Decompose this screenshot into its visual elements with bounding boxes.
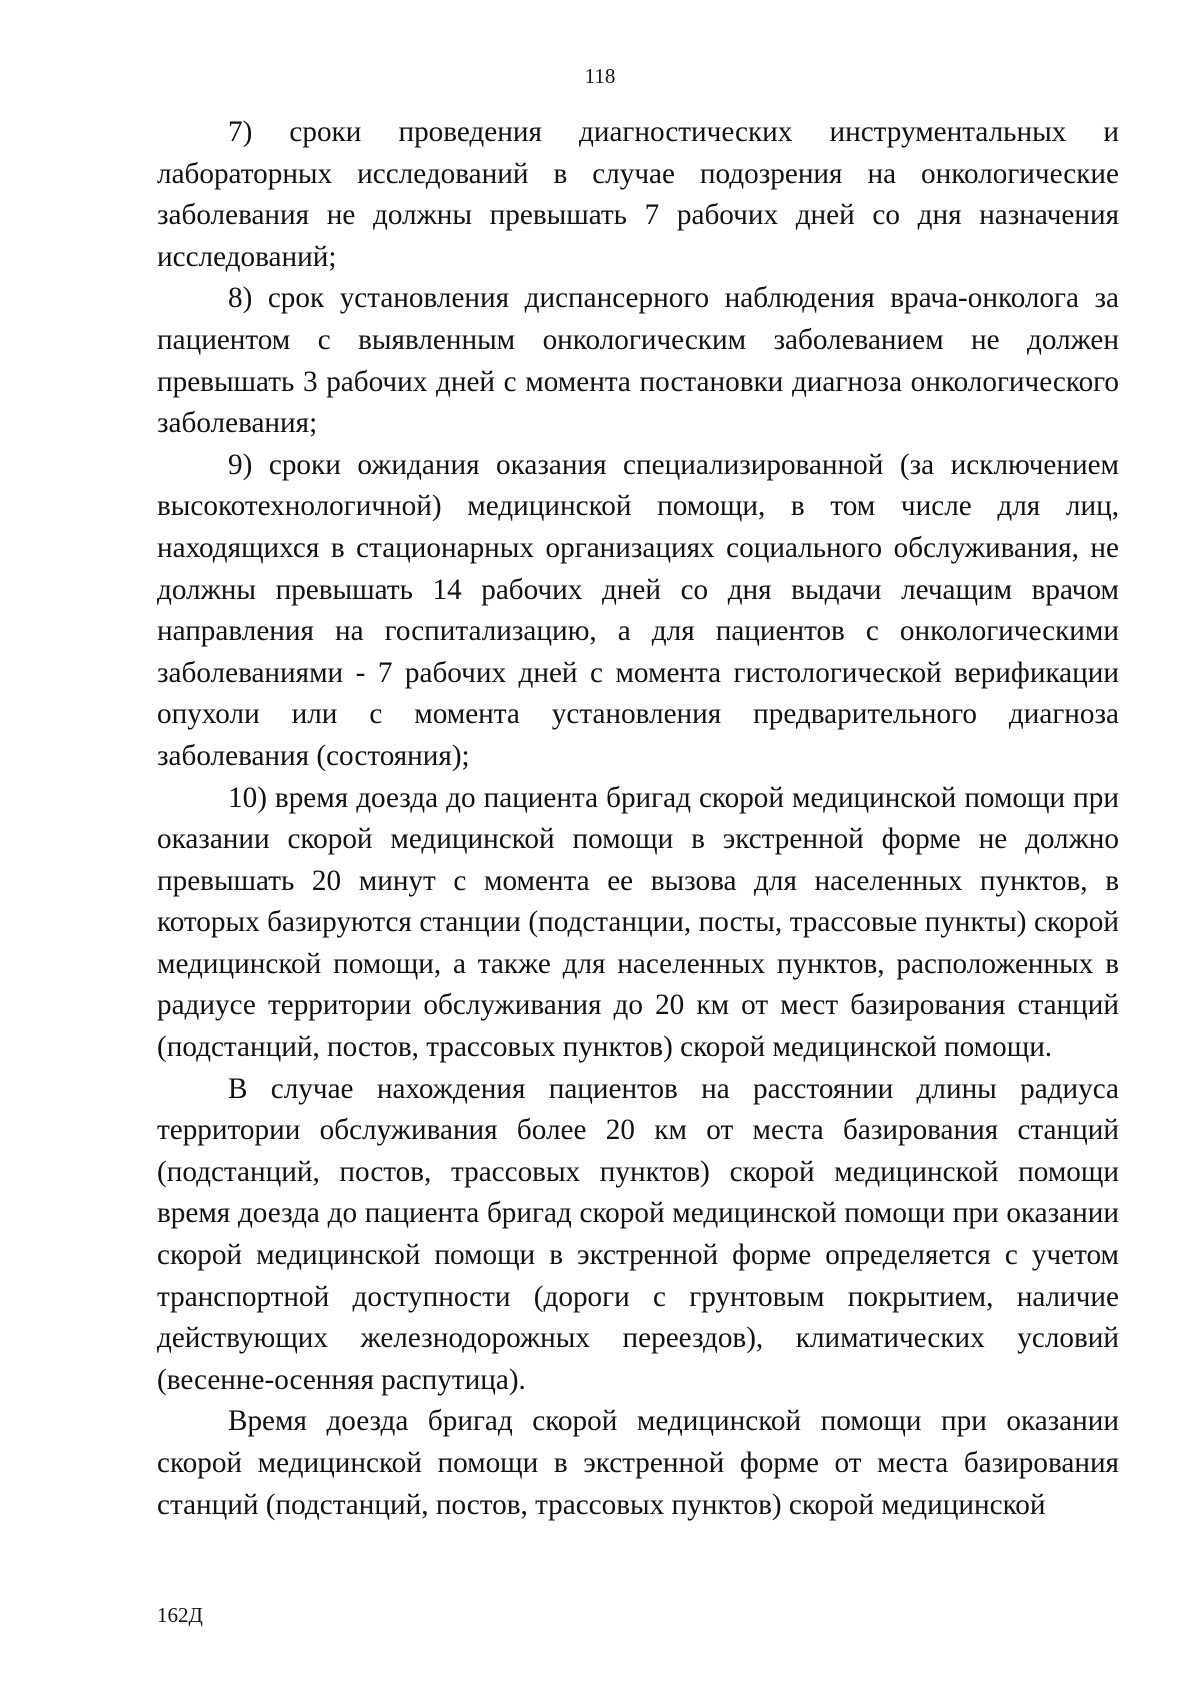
paragraph-item-8: 8) срок установления диспансерного наблюдения врача-онколога за пациентом с выявленным онкологическим заболеванием не должен превышать 3 рабочих дней с момента постановки диагноза онкологического заболевания;	[157, 282, 1119, 440]
paragraph-item-9: 9) сроки ожидания оказания специализированной (за исключением высокотехнологичной) медицинской помощи, в том числе для лиц, находящихся в стационарных организациях социального обслуживания, не должны превышать 14 рабочих дней со дня выдачи лечащим врачом направления на госпитализацию, а для пациентов с онкологическими заболеваниями - 7 рабочих дней с момента гистологической верификации опухоли или с момента установления предварительного диагноза заболевания (состояния);	[157, 448, 1119, 772]
document-code: 162Д	[157, 1603, 203, 1627]
paragraph-distance-case: В случае нахождения пациентов на расстоянии длины радиуса территории обслуживания более 20 км от места базирования станций (подстанций, постов, трассовых пунктов) скорой медицинской помощи время доезда до пациента бригад скорой медицинской помощи при оказании скорой медицинской помощи в экстренной форме определяется с учетом транспортной доступности (дороги с грунтовым покрытием, наличие действующих железнодорожных переездов), климатических условий (весенне-осенняя распутица).	[157, 1072, 1119, 1396]
paragraph-item-10: 10) время доезда до пациента бригад скорой медицинской помощи при оказании скорой медицинской помощи в экстренной форме не должно превышать 20 минут с момента ее вызова для населенных пунктов, в которых базируются станции (подстанции, посты, трассовые пункты) скорой медицинской помощи, а также для населенных пунктов, расположенных в радиусе территории обслуживания до 20 км от мест базирования станций (подстанций, постов, трассовых пунктов) скорой медицинской помощи.	[157, 781, 1119, 1064]
page-number: 118	[584, 64, 616, 88]
paragraph-travel-time: Время доезда бригад скорой медицинской помощи при оказании скорой медицинской помощи в экстренной форме от места базирования станций (подстанций, постов, трассовых пунктов) скорой медицинской	[157, 1405, 1119, 1521]
paragraph-item-7: 7) сроки проведения диагностических инструментальных и лабораторных исследований в случае подозрения на онкологические заболевания не должны превышать 7 рабочих дней со дня назначения исследований;	[157, 116, 1119, 273]
document-body	[157, 112, 1119, 1526]
